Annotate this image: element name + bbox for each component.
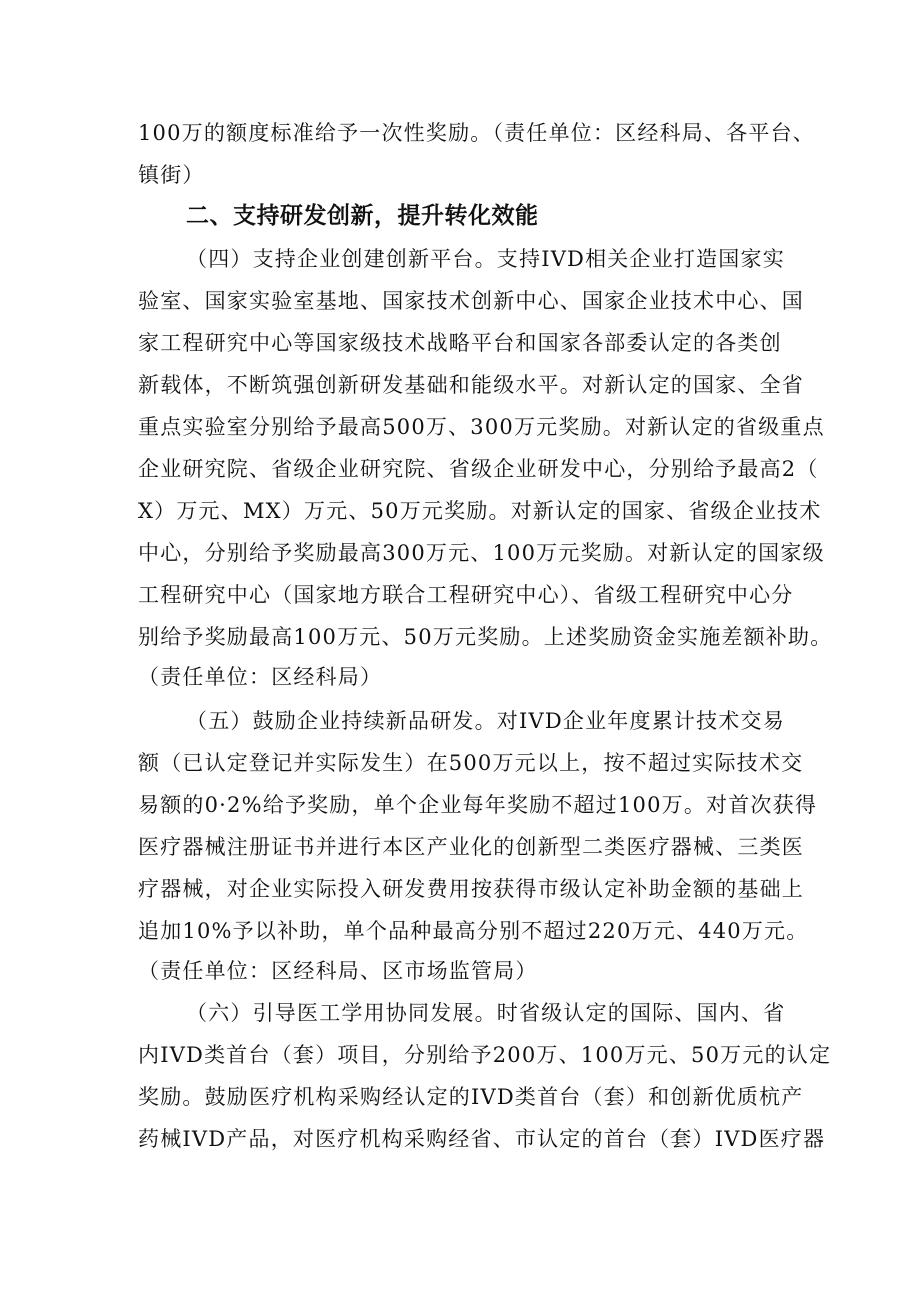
paragraph-line: 药械IVD产品，对医疗机构采购经省、市认定的首台（套）IVD医疗器	[138, 1127, 826, 1151]
paragraph-line: （责任单位：区经科局、区市场监管局）	[138, 959, 538, 983]
paragraph-line: 医疗器械注册证书并进行本区产业化的创新型二类医疗器械、三类医	[138, 835, 804, 859]
paragraph-line: 新载体，不断筑强创新研发基础和能级水平。对新认定的国家、全省	[138, 373, 804, 397]
paragraph-line: （责任单位：区经科局）	[138, 665, 383, 689]
section-heading: 二、支持研发创新，提升转化效能	[186, 203, 539, 229]
paragraph-line: X）万元、MX）万元、50万元奖励。对新认定的国家、省级企业技术	[138, 499, 822, 523]
paragraph-line: 奖励。鼓励医疗机构采购经认定的IVD类首台（套）和创新优质杭产	[138, 1085, 804, 1109]
paragraph-line: 工程研究中心（国家地方联合工程研究中心）、省级工程研究中心分	[138, 583, 794, 607]
paragraph-line: 别给予奖励最高100万元、50万元奖励。上述奖励资金实施差额补助。	[138, 625, 833, 649]
paragraph-line: 中心，分别给予奖励最高300万元、100万元奖励。对新认定的国家级	[138, 541, 825, 565]
paragraph-line: 重点实验室分别给予最高500万、300万元奖励。对新认定的省级重点	[138, 415, 825, 439]
paragraph-line: 100万的额度标准给予一次性奖励。（责任单位：区经科局、各平台、	[138, 121, 815, 145]
paragraph-line: 追加10%予以补助，单个品种最高分别不超过220万元、440万元。	[138, 919, 809, 943]
paragraph-line: 内IVD类首台（套）项目，分别给予200万、100万元、50万元的认定	[138, 1043, 832, 1067]
paragraph-line: （六）引导医工学用协同发展。时省级认定的国际、国内、省	[186, 1001, 786, 1025]
paragraph-line: 易额的0·2%给予奖励，单个企业每年奖励不超过100万。对首次获得	[138, 793, 818, 817]
paragraph-line: 疗器械，对企业实际投入研发费用按获得市级认定补助金额的基础上	[138, 877, 804, 901]
paragraph-line: 企业研究院、省级企业研究院、省级企业研发中心，分别给予最高2（	[138, 457, 819, 481]
paragraph-line: 家工程研究中心等国家级技术战略平台和国家各部委认定的各类创	[138, 331, 782, 355]
paragraph-line: （五）鼓励企业持续新品研发。对IVD企业年度累计技术交易	[186, 709, 785, 733]
paragraph-line: （四）支持企业创建创新平台。支持IVD相关企业打造国家实	[186, 247, 785, 271]
paragraph-line: 镇街）	[138, 163, 205, 187]
paragraph-line: 额（已认定登记并实际发生）在500万元以上，按不超过实际技术交	[138, 751, 804, 775]
paragraph-line: 验室、国家实验室基地、国家技术创新中心、国家企业技术中心、国	[138, 289, 804, 313]
